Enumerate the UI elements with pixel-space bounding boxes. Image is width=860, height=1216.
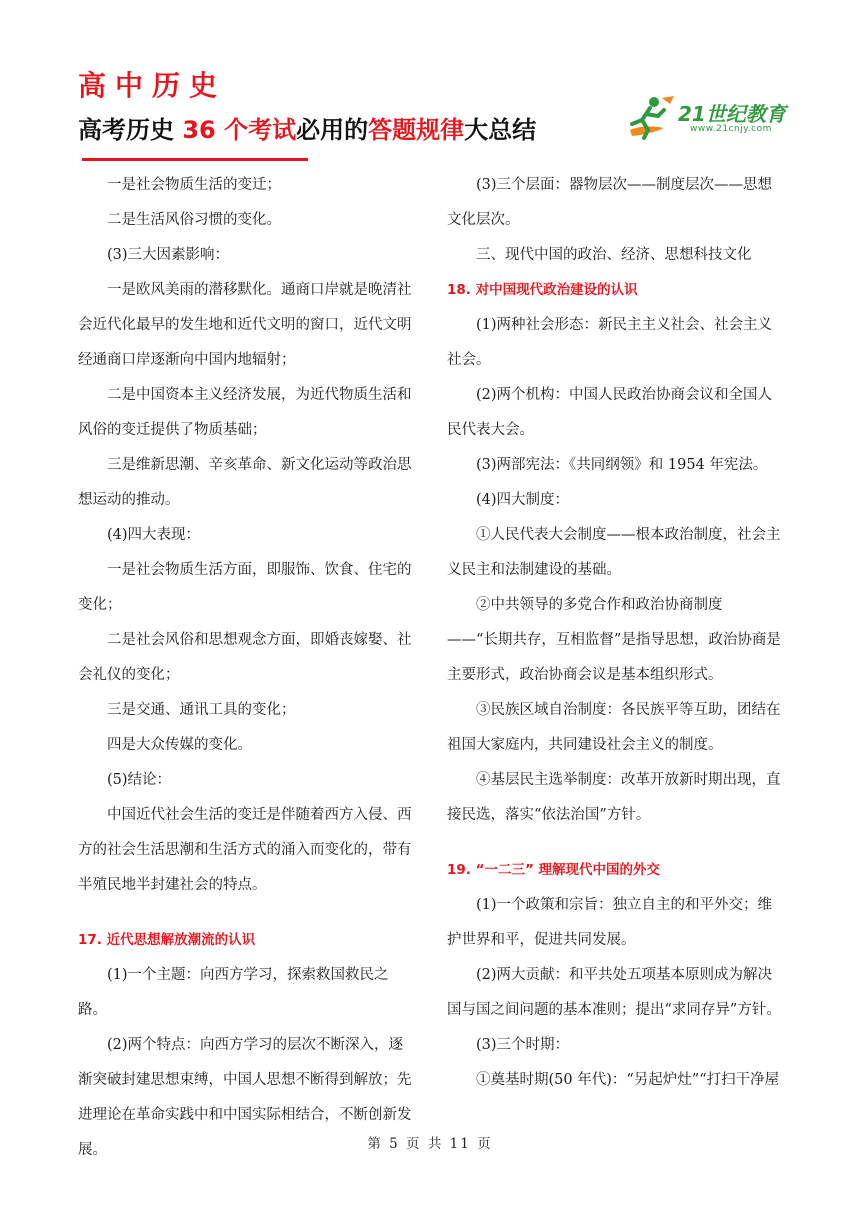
paragraph: 一是社会物质生活的变迁； <box>107 177 281 193</box>
paragraph: ①奠基时期(50 年代)：“另起炉灶”“打扫干净屋 <box>476 1072 780 1088</box>
paragraph: (3)三个时期： <box>476 1037 570 1053</box>
logo-brand-text: 21世纪教育 <box>678 102 786 126</box>
runner-icon <box>624 94 680 142</box>
paragraph: (1)一个主题：向西方学习，探索救国救民之路。 <box>78 967 389 1018</box>
paragraph: (3)两部宪法：《共同纲领》和 1954 年宪法。 <box>476 457 768 473</box>
title-underline <box>82 158 308 161</box>
paragraph: 三是维新思潮、辛亥革命、新文化运动等政治思想运动的推动。 <box>78 457 412 508</box>
section-heading-17: 17. 近代思想解放潮流的认识 <box>78 932 256 948</box>
paragraph: (2)两个特点：向西方学习的层次不断深入，逐渐突破封建思想束缚，中国人思想不断得到解放；先进理论在革命实践中和中国实际相结合，不断创新发展。 <box>78 1037 412 1158</box>
paragraph: (4)四大制度： <box>476 492 570 508</box>
title-part-2: 36 个考试 <box>182 116 297 144</box>
title-part-1: 高考历史 <box>78 116 183 144</box>
subject-heading: 高中历史 <box>78 69 227 102</box>
title-part-4: 答题规律 <box>368 116 465 144</box>
paragraph: 二是中国资本主义经济发展，为近代物质生活和风俗的变迁提供了物质基础； <box>78 387 412 438</box>
document-title <box>78 110 536 145</box>
paragraph: (2)两大贡献：和平共处五项基本原则成为解决国与国之间问题的基本准则；提出“求同存异”方针。 <box>447 967 781 1018</box>
paragraph: 一是欧风美雨的潜移默化。通商口岸就是晚清社会近代化最早的发生地和近代文明的窗口，近代文明经通商口岸逐渐向中国内地辐射； <box>78 282 412 368</box>
paragraph: 三是交通、通讯工具的变化； <box>107 702 296 718</box>
section-heading-19: 19. “一二三” 理解现代中国的外交 <box>447 862 661 878</box>
paragraph: (4)四大表现： <box>107 527 201 543</box>
paragraph: ③民族区域自治制度：各民族平等互助，团结在祖国大家庭内，共同建设社会主义的制度。 <box>447 702 781 753</box>
paragraph: ——“长期共存，互相监督”是指导思想，政治协商是主要形式，政治协商会议是基本组织形式。 <box>447 632 781 683</box>
paragraph: 三、现代中国的政治、经济、思想科技文化 <box>476 247 752 263</box>
title-part-5: 大总结 <box>464 116 537 144</box>
paragraph: ④基层民主选举制度：改革开放新时期出现，直接民选，落实“依法治国”方针。 <box>447 772 781 823</box>
paragraph: (1)两种社会形态：新民主主义社会、社会主义社会。 <box>447 317 773 368</box>
brand-logo <box>624 94 794 142</box>
page-footer: 第 5 页 共 11 页 <box>367 1136 493 1152</box>
section-heading-18: 18. 对中国现代政治建设的认识 <box>447 282 638 298</box>
right-column <box>447 168 781 1098</box>
paragraph: 二是生活风俗习惯的变化。 <box>107 212 281 228</box>
title-part-3: 必用的 <box>296 116 369 144</box>
paragraph: 二是社会风俗和思想观念方面，即婚丧嫁娶、社会礼仪的变化； <box>78 632 412 683</box>
paragraph: (1)一个政策和宗旨：独立自主的和平外交；维护世界和平，促进共同发展。 <box>447 897 773 948</box>
paragraph: ②中共领导的多党合作和政治协商制度 <box>476 597 723 613</box>
paragraph: (3)三个层面：器物层次——制度层次——思想文化层次。 <box>447 177 773 228</box>
paragraph: (3)三大因素影响： <box>107 247 230 263</box>
paragraph: (5)结论： <box>107 772 172 788</box>
paragraph: 四是大众传媒的变化。 <box>107 737 252 753</box>
paragraph: (2)两个机构：中国人民政治协商会议和全国人民代表大会。 <box>447 387 773 438</box>
paragraph: ①人民代表大会制度——根本政治制度，社会主义民主和法制建设的基础。 <box>447 527 781 578</box>
left-column <box>78 168 412 1168</box>
paragraph: 中国近代社会生活的变迁是伴随着西方入侵、西方的社会生活思潮和生活方式的涌入而变化的，带有半殖民地半封建社会的特点。 <box>78 807 412 893</box>
logo-url-text: www.21cnjy.com <box>690 124 772 134</box>
paragraph: 一是社会物质生活方面，即服饰、饮食、住宅的变化； <box>78 562 412 613</box>
